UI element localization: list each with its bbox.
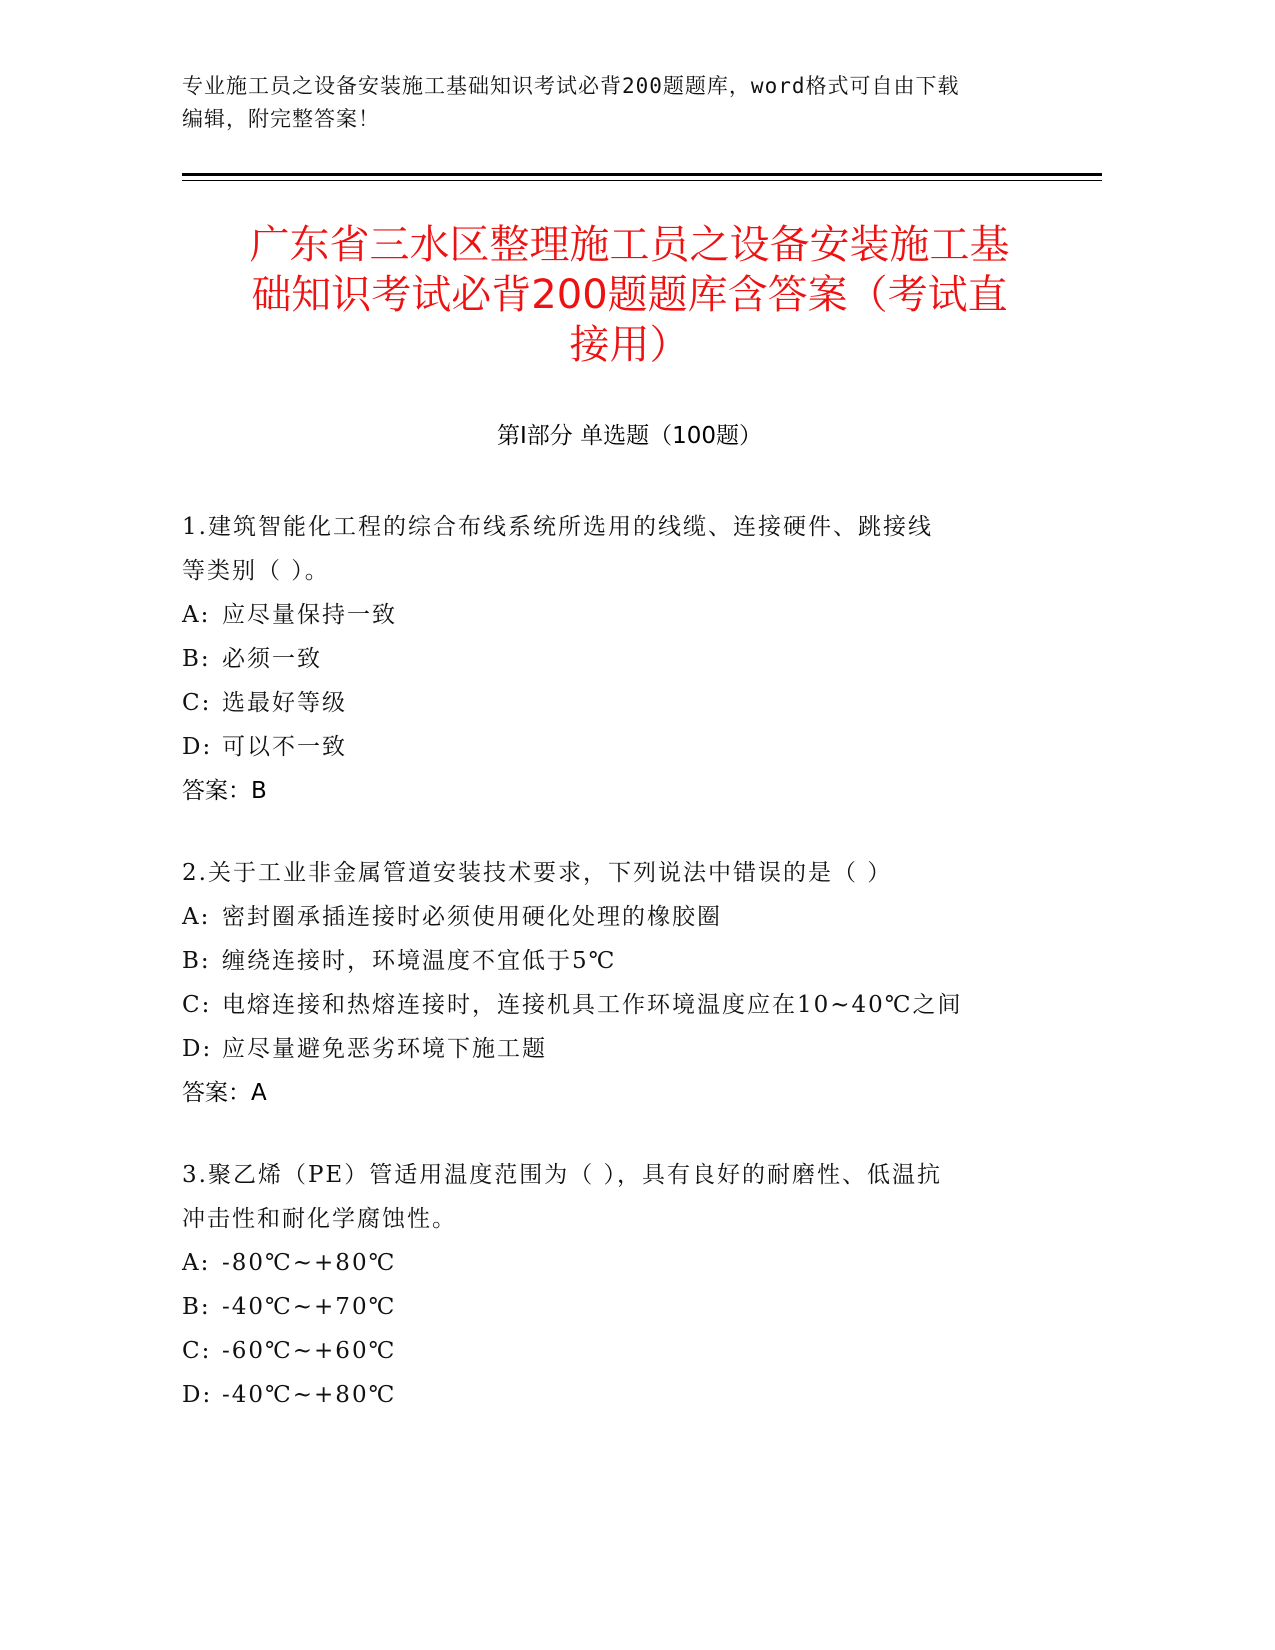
option-letter: A: (182, 904, 211, 930)
answer-line: 答案：A (182, 1080, 267, 1106)
option-text: 可以不一致 (222, 734, 347, 760)
option-text: -80℃~+80℃ (222, 1250, 397, 1276)
option-text: 必须一致 (222, 646, 322, 672)
option-letter: C: (182, 690, 212, 716)
option-letter: A: (182, 1250, 211, 1276)
question-stem-continued: 等类别（ ）。 (182, 558, 330, 584)
document-header-note (182, 70, 1062, 136)
option-text: 应尽量保持一致 (222, 602, 397, 628)
question-stem: 1.建筑智能化工程的综合布线系统所选用的线缆、连接硬件、跳接线 (182, 514, 933, 540)
question-2 (182, 851, 1062, 1115)
answer-line: 答案：B (182, 778, 267, 804)
option-letter: C: (182, 992, 212, 1018)
question-stem: 3.聚乙烯（PE）管适用温度范围为（ ），具有良好的耐磨性、低温抗 (182, 1162, 943, 1188)
title-line-3: 接用） (569, 322, 690, 368)
option-letter: D: (182, 1036, 213, 1062)
option-text: 应尽量避免恶劣环境下施工题 (222, 1036, 547, 1062)
option-a (182, 593, 1062, 637)
option-text: -40℃~+80℃ (222, 1382, 397, 1408)
option-c (182, 681, 1062, 725)
option-c (182, 983, 1062, 1027)
option-text: 选最好等级 (222, 690, 347, 716)
question-stem-continued: 冲击性和耐化学腐蚀性。 (182, 1206, 457, 1232)
option-letter: D: (182, 734, 213, 760)
option-c (182, 1329, 1062, 1373)
title-line-2: 础知识考试必背200题题库含答案（考试直 (251, 272, 1008, 318)
option-letter: A: (182, 602, 211, 628)
document-title (182, 220, 1077, 370)
option-b (182, 939, 1062, 983)
option-text: -40℃~+70℃ (222, 1294, 397, 1320)
option-letter: B: (182, 1294, 211, 1320)
option-a (182, 895, 1062, 939)
option-letter: B: (182, 948, 211, 974)
option-a (182, 1241, 1062, 1285)
question-3 (182, 1153, 1062, 1417)
option-letter: C: (182, 1338, 212, 1364)
option-b (182, 637, 1062, 681)
section-heading: 第Ⅰ部分 单选题（100题） (497, 423, 762, 449)
question-stem: 2.关于工业非金属管道安装技术要求，下列说法中错误的是（ ） (182, 860, 893, 886)
question-1 (182, 505, 1062, 813)
option-text: -60℃~+60℃ (222, 1338, 397, 1364)
option-d (182, 725, 1062, 769)
option-letter: D: (182, 1382, 213, 1408)
header-divider-thin (182, 180, 1102, 181)
option-text: 密封圈承插连接时必须使用硬化处理的橡胶圈 (222, 904, 722, 930)
option-d (182, 1373, 1062, 1417)
option-letter: B: (182, 646, 211, 672)
question-list (182, 505, 1062, 1455)
option-text: 电熔连接和热熔连接时，连接机具工作环境温度应在10~40℃之间 (222, 992, 963, 1018)
option-b (182, 1285, 1062, 1329)
header-note-line-1: 专业施工员之设备安装施工基础知识考试必背200题题库，word格式可自由下载 (182, 74, 960, 98)
header-note-line-2: 编辑，附完整答案！ (182, 107, 380, 131)
option-d (182, 1027, 1062, 1071)
option-text: 缠绕连接时，环境温度不宜低于5℃ (222, 948, 617, 974)
title-line-1: 广东省三水区整理施工员之设备安装施工基 (249, 222, 1010, 268)
header-divider-thick (182, 173, 1102, 176)
